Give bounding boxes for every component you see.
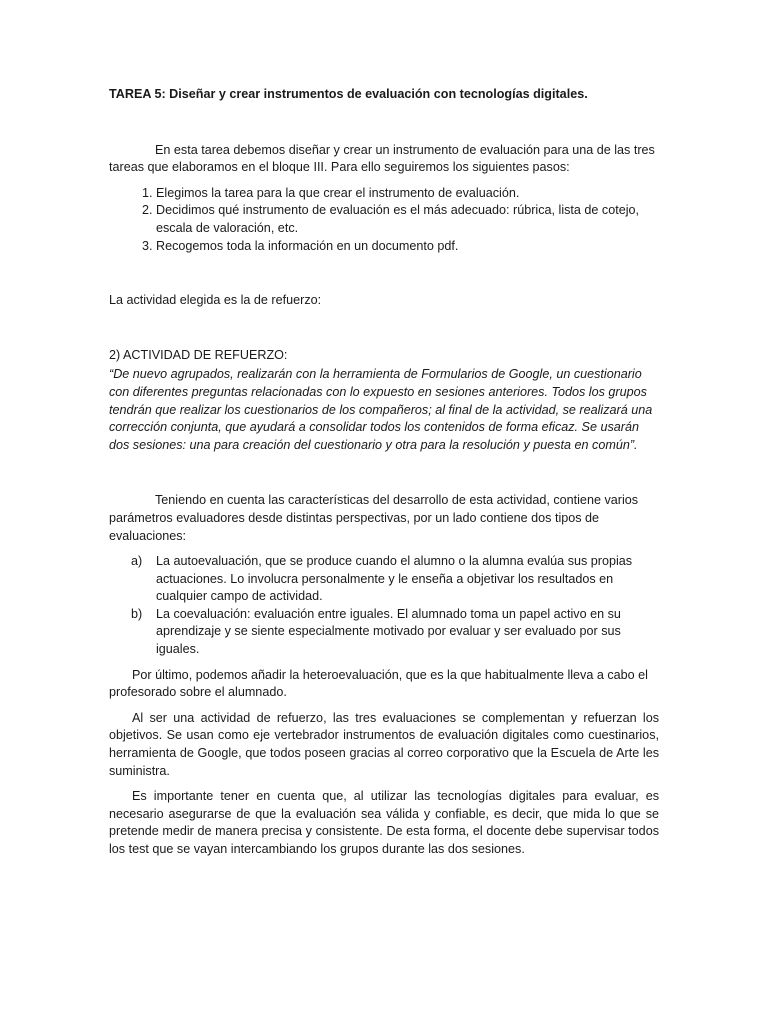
heteroevaluation-paragraph: Por último, podemos añadir la heteroevaluación, que es la que habitualmente lleva a cabo el profesorado sobre el alumnado. xyxy=(109,667,648,700)
importance-paragraph: Es importante tener en cuenta que, al utilizar las tecnologías digitales para evaluar, es necesario asegurarse de que la evaluación sea válida y confiable, es decir, que mida lo que se pretende medir de manera precisa y consistente. De esta forma, el docente debe supervisar todos los test que se vayan intercambiando los grupos durante las dos sesiones. xyxy=(109,789,659,856)
list-marker: a) xyxy=(131,554,143,569)
chosen-activity-line: La actividad elegida es la de refuerzo: xyxy=(109,293,322,308)
intro-paragraph: En esta tarea debemos diseñar y crear un instrumento de evaluación para una de las tres tareas que elaboramos en el bloque III. Para ello seguiremos los siguientes pasos: xyxy=(109,142,655,175)
list-item: 1. Elegimos la tarea para la que crear el instrumento de evaluación. xyxy=(156,185,659,203)
document-page xyxy=(109,86,659,859)
activity-quote: “De nuevo agrupados, realizarán con la herramienta de Formularios de Google, un cuestionario con diferentes preguntas relacionadas con lo expuesto en sesiones anteriores. Todos los grupos tendrán que realizar los cuestionarios de los compañeros; al final de la actividad, se realizará una corrección conjunta, que ayudará a consolidar todos los contenidos de forma eficaz. Se usarán dos sesiones: una para creación del cuestionario y otra para la resolución y puesta en común”. xyxy=(109,367,653,452)
evaluations-list xyxy=(109,553,659,659)
document-title: TAREA 5: Diseñar y crear instrumentos de evaluación con tecnologías digitales. xyxy=(109,87,588,101)
list-item: 3. Recogemos toda la información en un documento pdf. xyxy=(156,238,659,256)
characteristics-paragraph: Teniendo en cuenta las características del desarrollo de esta actividad, contiene varios parámetros evaluadores desde distintas perspectivas, por un lado contiene dos tipos de evaluaciones: xyxy=(109,493,639,543)
list-item xyxy=(131,553,659,606)
list-item: 2. Decidimos qué instrumento de evaluación es el más adecuado: rúbrica, lista de cotejo, escala de valoración, etc. xyxy=(156,202,659,237)
list-item-text: La coevaluación: evaluación entre iguales. El alumnado toma un papel activo en su aprendizaje y se siente especialmente motivado por evaluar y ser evaluado por sus iguales. xyxy=(156,606,621,657)
list-item-text: La autoevaluación, que se produce cuando el alumno o la alumna evalúa sus propias actuaciones. Lo involucra personalmente y le enseña a objetivar los resultados en cualquier campo de actividad. xyxy=(156,554,633,604)
list-item xyxy=(131,606,659,659)
list-marker: b) xyxy=(131,606,143,621)
complement-paragraph: Al ser una actividad de refuerzo, las tres evaluaciones se complementan y refuerzan los objetivos. Se usan como eje vertebrador instrumentos de evaluación digitales como cuestinarios, herramienta de Google, que todos poseen gracias al correo corporativo que la Escuela de Arte les suministra. xyxy=(109,710,659,778)
activity-heading: 2) ACTIVIDAD DE REFUERZO: xyxy=(109,347,288,362)
steps-list xyxy=(109,185,659,255)
